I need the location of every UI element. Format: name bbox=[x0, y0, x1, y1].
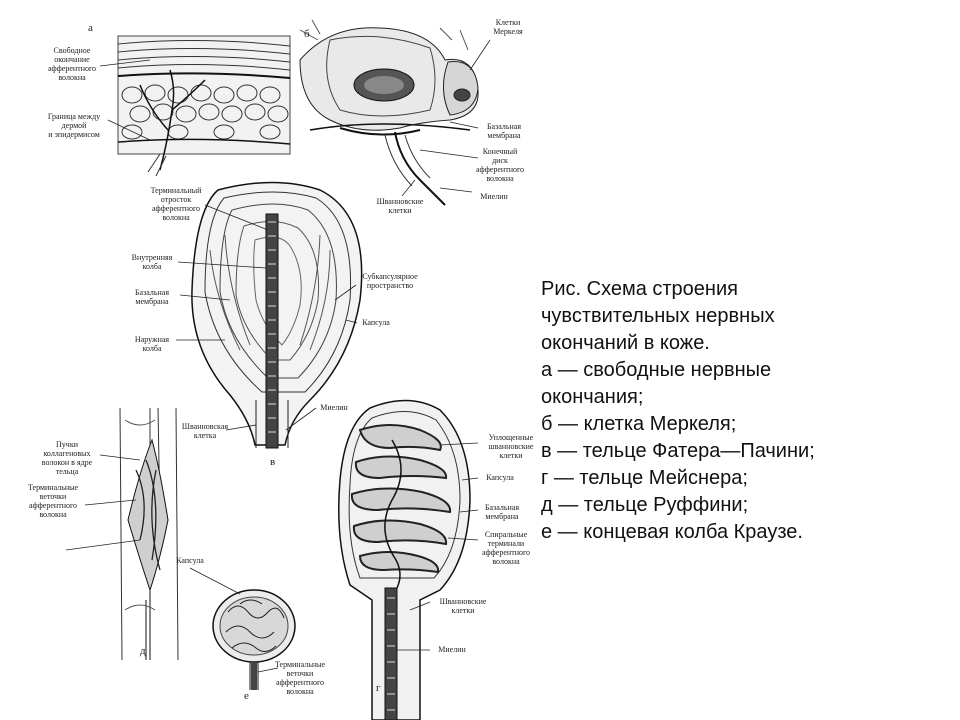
label-v-terminal-process: Терминальный отросток афферентного волокна bbox=[150, 186, 202, 222]
label-v-myelin: Миелин bbox=[320, 403, 348, 412]
panel-letter-g: г bbox=[376, 682, 381, 694]
label-d-terminal-branches: Терминальные веточки афферентного волокна bbox=[27, 483, 79, 519]
label-b-terminal-disc: Конечный диск афферентного волокна bbox=[475, 147, 525, 183]
caption-title-line: окончаний в коже. bbox=[541, 332, 710, 354]
label-g-spiral-terminals: Спиральные терминали афферентного волокна bbox=[481, 530, 531, 566]
label-g-myelin: Миелин bbox=[438, 645, 466, 654]
panel-letter-a: а bbox=[88, 22, 93, 34]
label-g-flat-schwann: Уплощенные шванновские клетки bbox=[488, 433, 534, 460]
label-b-merkel-cells: Клетки Меркеля bbox=[493, 18, 523, 36]
label-d-collagen: Пучки коллагеновых волокон в ядре тельца bbox=[41, 440, 93, 476]
caption-title-line: чувствительных нервных bbox=[541, 305, 775, 327]
panel-b-merkel bbox=[300, 20, 478, 205]
label-e-capsule: Капсула bbox=[176, 556, 204, 565]
label-e-terminal-branches: Терминальные веточки афферентного волокна bbox=[274, 660, 326, 696]
label-b-basal-membrane: Базальная мембрана bbox=[486, 122, 522, 140]
caption-item-a: а — свободные нервные bbox=[541, 359, 772, 381]
panel-a-free-endings bbox=[118, 36, 290, 176]
caption-item-g: г — тельце Мейснера; bbox=[541, 467, 748, 489]
caption-item-d: д — тельце Руффини; bbox=[541, 494, 749, 516]
label-a-border: Граница между дермой и эпидермисом bbox=[47, 112, 101, 139]
caption-item-a-cont: окончания; bbox=[541, 386, 644, 408]
label-v-schwann: Шванновская клетка bbox=[181, 422, 229, 440]
label-v-capsule: Капсула bbox=[362, 318, 390, 327]
label-b-schwann: Шванновские клетки bbox=[376, 197, 424, 215]
panel-letter-e: е bbox=[244, 690, 249, 702]
panel-d-ruffini bbox=[120, 408, 178, 660]
label-a-free-ending: Свободное окончание афферентного волокна bbox=[47, 46, 97, 82]
label-v-outer-bulb: Наружная колба bbox=[134, 335, 170, 353]
label-g-basal-membrane: Базальная мембрана bbox=[484, 503, 520, 521]
caption-item-e: е — концевая колба Краузе. bbox=[541, 521, 803, 543]
caption-item-b: б — клетка Меркеля; bbox=[541, 413, 737, 435]
caption-item-v: в — тельце Фатера—Пачини; bbox=[541, 440, 815, 462]
figure-caption bbox=[541, 276, 941, 546]
panel-letter-b: б bbox=[304, 28, 310, 40]
panel-g-meissner bbox=[339, 400, 470, 720]
label-v-subcapsular: Субкапсулярное пространство bbox=[362, 272, 418, 290]
caption-title-line: Рис. Схема строения bbox=[541, 278, 738, 300]
label-v-inner-bulb: Внутренняя колба bbox=[131, 253, 173, 271]
label-v-basal-membrane: Базальная мембрана bbox=[134, 288, 170, 306]
label-g-capsule: Капсула bbox=[486, 473, 514, 482]
panel-letter-d: д bbox=[140, 645, 146, 657]
panel-letter-v: в bbox=[270, 456, 276, 468]
label-b-myelin: Миелин bbox=[480, 192, 508, 201]
label-g-schwann: Шванновские клетки bbox=[439, 597, 487, 615]
